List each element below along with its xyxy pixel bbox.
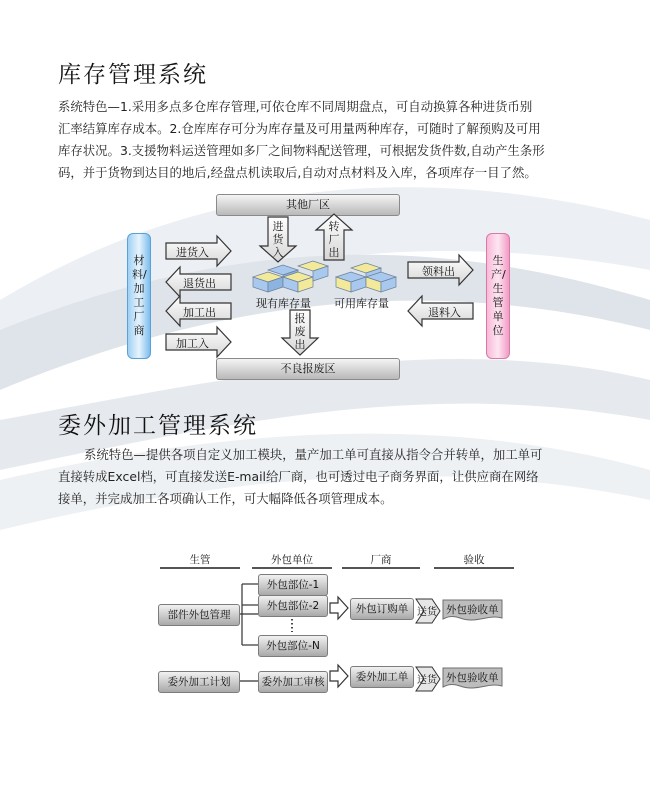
- delivery-label: 送货: [417, 607, 437, 618]
- column-header-vendor: 厂商: [370, 554, 392, 566]
- section1-line: 库存状况。3.支援物料运送管理如多厂之间物料配送管理，可根据发货件数,自动产生条形: [58, 143, 545, 158]
- section2-title: 委外加工管理系统: [58, 413, 258, 439]
- outsourcing-review-box: 委外加工审核: [258, 671, 328, 693]
- arrow-label: 加工入: [176, 337, 209, 350]
- parts-outsourcing-box: 部件外包管理: [158, 604, 240, 626]
- available-stock-label: 可用库存量: [334, 297, 389, 310]
- acceptance-doc-label: 外包验收单: [446, 672, 499, 684]
- arrow-label: 退货出: [183, 277, 216, 290]
- section1-title: 库存管理系统: [58, 62, 208, 88]
- arrow-right-icon: [330, 665, 348, 687]
- acceptance-doc-label: 外包验收单: [446, 604, 499, 616]
- column-header-acceptance: 验收: [463, 554, 485, 566]
- arrow-label: 退料入: [428, 306, 461, 319]
- section2-line: 系统特色—提供各项自定义加工模块，量产加工单可直接从指令合并转单，加工单可: [84, 447, 543, 462]
- arrow-label: 进货入: [176, 246, 209, 259]
- outsource-unit-1-box: 外包部位-1: [258, 574, 328, 596]
- arrow-label: 进货入: [272, 220, 284, 259]
- arrow-label: 加工出: [183, 306, 216, 319]
- outsourcing-plan-box: 委外加工计划: [158, 671, 240, 693]
- current-stock-label: 现有库存量: [256, 297, 311, 310]
- defect-scrap-zone: 不良报废区: [216, 358, 400, 380]
- supplier-vendor-bar: 材料/加工厂商: [127, 233, 151, 359]
- section1-line: 汇率结算库存成本。2.仓库库存可分为库存量及可用量两种库存，可随时了解预购及可用: [58, 121, 541, 136]
- arrow-label: 领料出: [422, 265, 455, 278]
- column-header-production: 生管: [189, 554, 211, 566]
- section1-line: 码，并于货物到达目的地后,经盘点机读取后,自动对点材料及入库，各项库存一目了然。: [58, 165, 537, 180]
- column-header-outsource-unit: 外包单位: [271, 554, 313, 566]
- production-unit-bar: 生产/生管单位: [486, 233, 510, 359]
- delivery-label: 送货: [417, 675, 437, 686]
- section2-line: 接单，并完成加工各项确认工作，可大幅降低各项管理成本。: [58, 491, 393, 506]
- other-plant-zone: 其他厂区: [216, 194, 400, 216]
- outsource-unit-2-box: 外包部位-2: [258, 595, 328, 617]
- outsource-unit-n-box: 外包部位-N: [258, 635, 328, 657]
- arrow-label: 报废出: [294, 312, 306, 351]
- outsourcing-order-box: 委外加工单: [350, 666, 414, 688]
- arrow-right-icon: [330, 597, 348, 619]
- section2-line: 直接转成Excel档，可直接发送E-mail给厂商，也可透过电子商务界面，让供应商在网络: [58, 469, 539, 484]
- section1-line: 系统特色—1.采用多点多仓库存管理,可依仓库不同周期盘点，可自动换算各种进货币别: [58, 99, 533, 114]
- arrow-label: 转厂出: [328, 220, 340, 259]
- outsource-purchase-order-box: 外包订购单: [350, 598, 414, 620]
